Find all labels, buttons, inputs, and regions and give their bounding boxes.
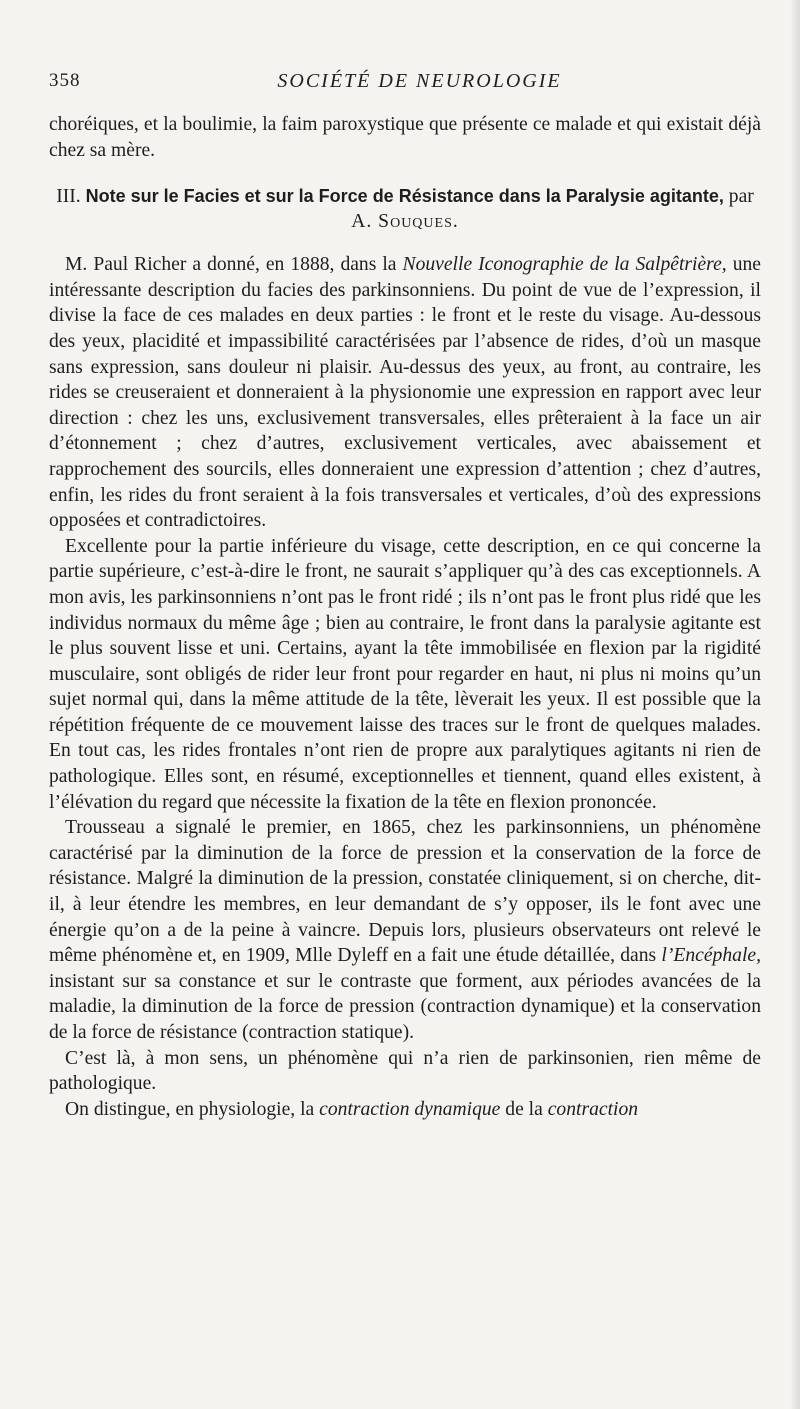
paragraph-5 <box>49 1097 761 1123</box>
paragraph-3 <box>49 815 761 1045</box>
paragraph-1-lead: M. Paul Richer a donné, en 1888, dans la <box>65 254 397 276</box>
section-title: Note sur le Facies et sur la Force de Résistance dans la Paralysie agitante, <box>85 186 724 207</box>
term-contraction-dynamique: contraction dynamique <box>319 1098 501 1120</box>
paragraph-5-lead: On distingue, en physiologie, la <box>65 1098 315 1120</box>
paragraph-5-mid: de la <box>505 1098 543 1120</box>
page-edge-shadow <box>790 0 800 1409</box>
section-author: A. Souques. <box>351 211 459 233</box>
section-number: III. <box>56 186 81 208</box>
page-number: 358 <box>49 70 81 91</box>
journal-title-encephale: l’Encéphale, <box>661 945 761 967</box>
opening-paragraph: choréiques, et la boulimie, la faim paroxystique que présente ce malade et qui existait déjà chez sa mère. <box>49 114 761 161</box>
section-heading <box>49 184 761 234</box>
paragraph-2: Excellente pour la partie inférieure du visage, cette description, en ce qui concerne la partie supérieure, c’est-à-dire le front, ne saurait s’appliquer qu’à des cas exceptionnels. A mon avis, les parkinsonniens n’ont pas le front ridé ; ils n’ont pas le front plus ridé que les individus normaux du même âge ; bien au contraire, le front dans la paralysie agitante est le plus souvent lisse et uni. Certains, ayant la tête immobilisée en flexion par la rigidité musculaire, sont obligés de rider leur front pour regarder en haut, ni plus ni moins qu’un sujet normal qui, dans la même attitude de la tête, lèverait les yeux. Il est possible que la répétition fréquente de ce mouvement laisse des traces sur le front de quelques malades. En tout cas, les rides frontales n’ont rien de propre aux paralytiques agitants ni rien de pathologique. Elles sont, en résumé, exceptionnelles et tiennent, quand elles existent, à l’élévation du regard que nécessite la fixation de la tête en flexion prononcée. <box>49 535 761 813</box>
paragraph-3-rest: insistant sur sa constance et sur le contraste que forment, aux périodes avancées de la maladie, la diminution de la force de pression (contraction dynamique) et la conservation de la force de résistance (contraction statique). <box>49 970 761 1043</box>
paragraph-1 <box>49 252 761 534</box>
page-body <box>49 112 761 1122</box>
section-by: par <box>728 186 754 208</box>
page-header <box>49 70 760 96</box>
paragraph-4: C’est là, à mon sens, un phénomène qui n’a rien de parkinsonien, rien même de pathologique. <box>49 1047 761 1095</box>
term-contraction: contraction <box>547 1098 639 1120</box>
journal-title-iconographie: Nouvelle Iconographie de la Salpêtrière, <box>402 254 727 276</box>
paragraph-3-lead: Trousseau a signalé le premier, en 1865, chez les parkinsonniens, un phénomène caractérisé par la diminution de la force de pression et la conservation de la force de résistance. Malgré la diminution de la pression, constatée cliniquement, si on cherche, dit-il, à leur étendre les membres, en leur demandant de s’y opposer, ils le font avec une énergie qu’on a de la peine à vaincre. Depuis lors, plusieurs observateurs ont relevé le même phénomène et, en 1909, Mlle Dyleff en a fait une étude détaillée, dans <box>49 817 761 967</box>
paragraph-1-rest: une intéressante description du facies des parkinsonniens. Du point de vue de l’expression, il divise la face de ces malades en deux parties : le front et le reste du visage. Au-dessous des yeux, placidité et impassibilité caractérisées par l’absence de rides, d’où un masque sans expression, sans douleur ni plaisir. Au-dessus des yeux, au front, au contraire, les rides se creuseraient et donneraient à la physionomie une expression en rapport avec leur direction : chez les uns, exclusivement transversales, elles prêteraient à la face un air d’étonnement ; chez d’autres, exclusivement verticales, avec abaissement et rapprochement des sourcils, elles donneraient une expression d’attention ; chez d’autres, enfin, les rides du front seraient à la fois transversales et verticales, d’où des expressions opposées et contradictoires. <box>49 254 761 532</box>
running-title: SOCIÉTÉ DE NEUROLOGIE <box>277 70 562 92</box>
